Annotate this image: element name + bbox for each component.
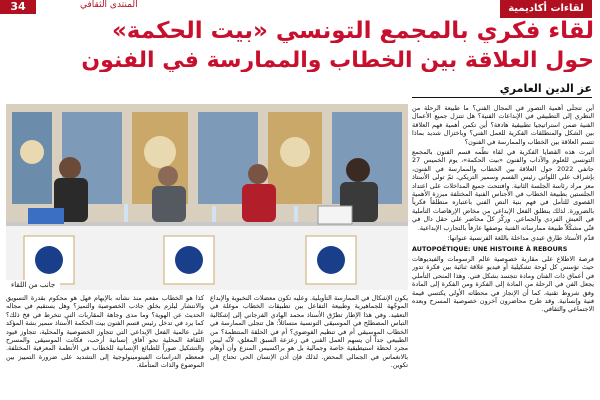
page-number: 34 bbox=[0, 0, 36, 14]
author-divider bbox=[412, 97, 592, 98]
paragraph: قدّم الأستاذ طارق عبدي مداخلة باللغة الفرنسية عنوانها: bbox=[447, 234, 594, 243]
section-subtitle: المنتدى الثقافي bbox=[80, 0, 138, 10]
section-tag: لقاءات أكاديمية bbox=[500, 0, 592, 18]
photo-caption: جانب من اللقاء bbox=[6, 280, 60, 290]
paragraph: أين تتجلّى أهمية التصور في المجال الفني؟ ما طبيعة الرحلة من النظري إلى التطبيقي في الإبداعات الفنية؟ هل تتنزل جميع الأعمال الفنية ضمن استراتيجيا تطبيقية هادفة؟ أين تكمن أهمية فهم العلاقة بين الشكل والمنطلقات الفكرية للعمل الفني؟ وباختزال شديد بماذا تتسم العلاقة بين الخطاب والممارسة في الفنون؟ bbox=[412, 104, 594, 146]
article-column-right bbox=[412, 104, 594, 396]
paragraph: أثيرت هذه القضايا الفكرية في لقاء نظّمه قسم الفنون بالمجمع التونسي للعلوم والآداب والفنون «بيت الحكمة»، يوم الخميس 27 جانفي 2022 حول العلاقة بين الخطاب والممارسة في الفنون، بإشراف علي اللواتي رئيس القسم وسمير التريكي، ثمّ تولى الأستاذ معز مراد رئاسة الجلسة الثانية. وافتتحت جميع المداخلات على اعتداد الجلستين بطبيعة الخطاب في الأجناس الفنية المختلفة مبرزة الأهمية القصوى للتأمل في فهم بنية النص الفني باعتباره منطلقاً فكرياً بالضرورة. لذلك ينطلق الفعل الإبداعي من مخاض الإرهاصات التأملية في العيش الفردي والجماعي. وركّز كلّ محاضر على حقل دال في فنّي مشكّلاً طبيعة ممارساته الفنية بوصفها عارفاً بالتجارب الإبداعية. bbox=[412, 148, 594, 232]
headline-line-1: لقاء فكري بالمجمع التونسي «بيت الحكمة» bbox=[111, 20, 594, 43]
top-bar bbox=[0, 0, 600, 16]
paragraph: فرصة الاطلاع على مقاربة خصوصية عالم الرسومات والفيديوهات حيث تؤسس كل لوحة تشكيلية أو فيديو علاقة ثنائية بين فكرة تدور في أعماق ذات الفنان ومادة تتجسد بشكل فني. وهذا المنحى التأملي يجعل الفن في الرحلة من المادة إلى الفكرة ومن الفكرة إلى المادة وفق شروط تقنية، كما أن الإنجاز في محطاته الأولى يكتسي قيمة فنية وإنسانية. وقد طرح محاضرون آخرون خصوصية المسرح وبعده الاجتماعي والثقافي. bbox=[412, 254, 594, 314]
article-column-middle: يكون الإشكال في الممارسة التأويلية. وعليه تكون معضلات النخبوية والإبداع الموجّهة للجماهيرية وطبيعة التفاعل بين تطبيقات الخطاب موغلة في التعقيد. وفي هذا الإطار تطرّق الأستاذ محمد الهادي الفرجاني إلى إشكالية التباس المصطلح في الموسيقى التونسية متسائلاً: هل تتجلى الممارسة في الخطاب الموسيقي أم في تنظيم الفوضوي؟ أم في الحلقة المنتظمة؟ من الطبيعي جداً أن يسهم العمل الفني في زعزعة السبق المغلق، لأنّه ليس مجرد لحظة استيطيقية خاصة وجمالية بل هو براكسيس المنزع وأن أوهام بالانغماس في الجمالي المحض. لذلك فإن أذن الإنسان الحي تحتاج إلى تكوين. bbox=[210, 294, 408, 370]
article-column-left: كذا هو الخطاب مفعم منذ نشأته بالإبهام فهل هو محكوم بقدرة التسويق والانتشار ليلزم بخلق جاذب الخصوصية والتميز؟ وهل يستقيم في مجاله الحديث عن الهوية؟ وما مدى وجاهة المقاربات التي تنخرط في فخ ذلك؟ كما يرد في تدخل رئيس قسم الفنون بيت الحكمة الأستاذ سمير بشة المؤكد على عالمية الفعل الإبداعي التي تتجاوز الخصوصية والمحلية، تتجاوز قيود الثقافة المحلية نحو آفاق إنسانية أرحب، فكانت الموسيقى والمسرح والتشكيل صوراً للطبائع الإنسانية للخطاب في الأنظمة المعرفية المختلفة. فمعظم الدراسات الفينومينولوجية إلى التشديد على ضرورة التمييز بين الموضوع والذات المتأملة. bbox=[6, 294, 204, 370]
author-byline: عز الدين العامري bbox=[499, 82, 592, 95]
headline-line-2: حول العلاقة بين الخطاب والممارسة في الفنون bbox=[81, 50, 594, 72]
panel-photo-illustration bbox=[6, 104, 408, 290]
article-photo bbox=[6, 104, 408, 290]
article-bottom-columns bbox=[6, 294, 408, 398]
paragraph-latin-title: AUTOPOÉTIQUE: UNE HISTOIRE À REBOURS bbox=[412, 244, 568, 253]
